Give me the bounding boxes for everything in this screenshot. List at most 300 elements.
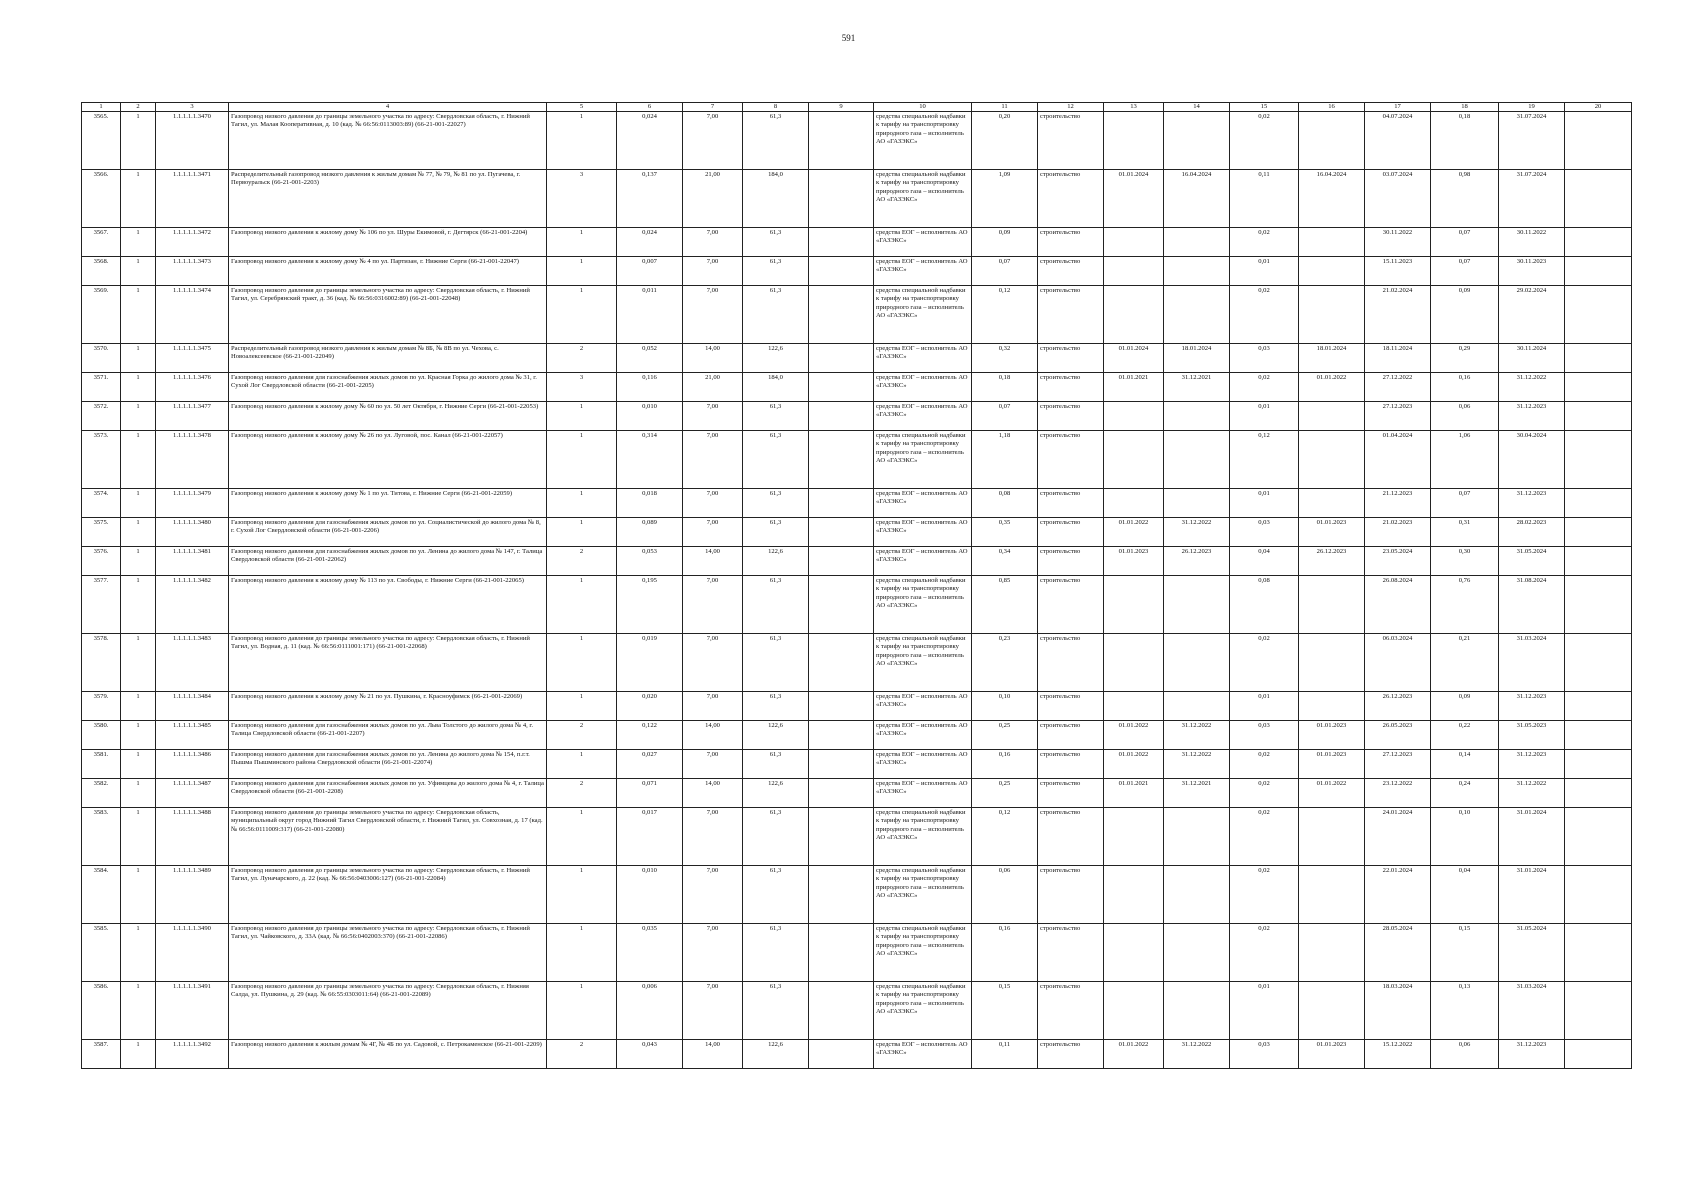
funding-source-cell: средства специальной надбавки к тарифу на транспортировку природного газа – исполнитель АО «ГАЗЭКС» (874, 170, 972, 228)
field-15-cell: 0,01 (1230, 402, 1299, 431)
end-date-cell: 31.12.2022 (1164, 750, 1230, 779)
length-value-cell: 0,007 (617, 257, 683, 286)
diameter-value-cell: 7,00 (683, 518, 743, 547)
cost-value-cell: 0,85 (972, 576, 1038, 634)
object-code-cell: 1.1.1.1.1.3491 (156, 982, 229, 1040)
field-8-cell: 122,6 (743, 344, 809, 373)
column-header-16: 16 (1299, 103, 1365, 112)
field-8-cell: 61,3 (743, 576, 809, 634)
cost-value-cell: 0,11 (972, 1040, 1038, 1069)
object-description-cell: Газопровод низкого давления к жилому дому № 106 по ул. Шуры Екимовой, г. Дегтярск (66-21-001-2204) (229, 228, 547, 257)
field-15-cell: 0,01 (1230, 257, 1299, 286)
field-15-cell: 0,02 (1230, 866, 1299, 924)
field-20-cell (1565, 112, 1632, 170)
deadline-date-cell: 29.02.2024 (1499, 286, 1565, 344)
field-18-cell: 0,76 (1431, 576, 1499, 634)
funding-source-cell: средства специальной надбавки к тарифу на транспортировку природного газа – исполнитель АО «ГАЗЭКС» (874, 866, 972, 924)
field-8-cell: 61,3 (743, 402, 809, 431)
start-date-cell (1104, 228, 1164, 257)
end-date-cell: 31.12.2022 (1164, 518, 1230, 547)
field-20-cell (1565, 924, 1632, 982)
field-5-cell: 2 (547, 547, 617, 576)
object-description-cell: Газопровод низкого давления к жилому дому № 26 по ул. Луговой, пос. Канал (66-21-001-22057) (229, 431, 547, 489)
field-8-cell: 122,6 (743, 1040, 809, 1069)
field-18-cell: 0,09 (1431, 286, 1499, 344)
completion-date-cell: 18.03.2024 (1365, 982, 1431, 1040)
row-number-cell: 3565. (82, 112, 121, 170)
object-description-cell: Газопровод низкого давления к жилому дому № 1 по ул. Титова, г. Нижние Серги (66-21-001-22059) (229, 489, 547, 518)
row-number-cell: 3576. (82, 547, 121, 576)
field-8-cell: 61,3 (743, 634, 809, 692)
field-20-cell (1565, 1040, 1632, 1069)
start-date-cell: 01.01.2022 (1104, 750, 1164, 779)
field-8-cell: 61,3 (743, 692, 809, 721)
cost-value-cell: 0,23 (972, 634, 1038, 692)
deadline-date-cell: 30.04.2024 (1499, 431, 1565, 489)
object-description-cell: Газопровод низкого давления до границы земельного участка по адресу: Свердловская область, г. Нижний Тагил, ул. Чайковского, д. 33А (кад. № 66:56:0402003:370) (66-21-001-22086) (229, 924, 547, 982)
work-type-cell: строительство (1038, 286, 1104, 344)
field-15-cell: 0,03 (1230, 518, 1299, 547)
field-5-cell: 2 (547, 779, 617, 808)
diameter-value-cell: 14,00 (683, 1040, 743, 1069)
object-code-cell: 1.1.1.1.1.3482 (156, 576, 229, 634)
cost-value-cell: 0,10 (972, 692, 1038, 721)
table-row (82, 808, 1632, 866)
start-date-cell (1104, 402, 1164, 431)
diameter-value-cell: 7,00 (683, 634, 743, 692)
work-type-cell: строительство (1038, 257, 1104, 286)
field-9-cell (809, 779, 874, 808)
end-date-cell: 26.12.2023 (1164, 547, 1230, 576)
field-5-cell: 1 (547, 257, 617, 286)
object-description-cell: Газопровод низкого давления к жилому дому № 4 по ул. Партизан, г. Нижние Серги (66-21-001-22047) (229, 257, 547, 286)
completion-date-cell: 26.05.2023 (1365, 721, 1431, 750)
length-value-cell: 0,019 (617, 634, 683, 692)
object-code-cell: 1.1.1.1.1.3472 (156, 228, 229, 257)
funding-source-cell: средства ЕОГ – исполнитель АО «ГАЗЭКС» (874, 547, 972, 576)
length-value-cell: 0,053 (617, 547, 683, 576)
field-2-cell: 1 (121, 112, 156, 170)
length-value-cell: 0,122 (617, 721, 683, 750)
row-number-cell: 3577. (82, 576, 121, 634)
field-16-cell (1299, 489, 1365, 518)
object-description-cell: Газопровод низкого давления до границы земельного участка по адресу: Свердловская область, г. Нижний Тагил, ул. Водная, д. 11 (кад. № 66:56:0111001:171) (66-21-001-22068) (229, 634, 547, 692)
object-description-cell: Распределительный газопровод низкого давления к жилым домам № 8Б, № 8В по ул. Чехова, с. Новоалексеевское (66-21-001-22049) (229, 344, 547, 373)
field-20-cell (1565, 982, 1632, 1040)
object-code-cell: 1.1.1.1.1.3488 (156, 808, 229, 866)
deadline-date-cell: 31.12.2023 (1499, 692, 1565, 721)
object-description-cell: Газопровод низкого давления до границы земельного участка по адресу: Свердловская область, г. Нижний Тагил, ул. Малая Кооперативная, д. 10 (кад. № 66:56:0113003:89) (66-21-001-22027) (229, 112, 547, 170)
cost-value-cell: 0,07 (972, 402, 1038, 431)
table-row (82, 431, 1632, 489)
row-number-cell: 3575. (82, 518, 121, 547)
cost-value-cell: 0,34 (972, 547, 1038, 576)
funding-source-cell: средства ЕОГ – исполнитель АО «ГАЗЭКС» (874, 228, 972, 257)
field-2-cell: 1 (121, 547, 156, 576)
work-type-cell: строительство (1038, 228, 1104, 257)
column-header-15: 15 (1230, 103, 1299, 112)
end-date-cell (1164, 808, 1230, 866)
length-value-cell: 0,010 (617, 866, 683, 924)
field-5-cell: 1 (547, 228, 617, 257)
field-8-cell: 184,0 (743, 170, 809, 228)
row-number-cell: 3566. (82, 170, 121, 228)
deadline-date-cell: 31.01.2024 (1499, 808, 1565, 866)
end-date-cell (1164, 286, 1230, 344)
field-16-cell (1299, 112, 1365, 170)
row-number-cell: 3578. (82, 634, 121, 692)
length-value-cell: 0,024 (617, 228, 683, 257)
table-row (82, 634, 1632, 692)
table-row (82, 518, 1632, 547)
diameter-value-cell: 7,00 (683, 257, 743, 286)
field-8-cell: 61,3 (743, 518, 809, 547)
funding-source-cell: средства ЕОГ – исполнитель АО «ГАЗЭКС» (874, 402, 972, 431)
end-date-cell (1164, 982, 1230, 1040)
field-15-cell: 0,02 (1230, 750, 1299, 779)
start-date-cell: 01.01.2022 (1104, 518, 1164, 547)
completion-date-cell: 26.12.2023 (1365, 692, 1431, 721)
field-9-cell (809, 373, 874, 402)
field-8-cell: 61,3 (743, 750, 809, 779)
row-number-cell: 3574. (82, 489, 121, 518)
field-16-cell (1299, 866, 1365, 924)
field-16-cell (1299, 808, 1365, 866)
field-16-cell: 18.01.2024 (1299, 344, 1365, 373)
diameter-value-cell: 14,00 (683, 779, 743, 808)
field-8-cell: 61,3 (743, 924, 809, 982)
completion-date-cell: 22.01.2024 (1365, 866, 1431, 924)
diameter-value-cell: 7,00 (683, 924, 743, 982)
field-9-cell (809, 402, 874, 431)
diameter-value-cell: 7,00 (683, 402, 743, 431)
object-description-cell: Газопровод низкого давления до границы земельного участка по адресу: Свердловская область, г. Нижний Тагил, ул. Серебрянский тракт, д. 36 (кад. № 66:56:0316002:89) (66-21-001-22048) (229, 286, 547, 344)
column-header-11: 11 (972, 103, 1038, 112)
length-value-cell: 0,089 (617, 518, 683, 547)
field-18-cell: 0,10 (1431, 808, 1499, 866)
field-16-cell (1299, 431, 1365, 489)
start-date-cell: 01.01.2023 (1104, 547, 1164, 576)
work-type-cell: строительство (1038, 170, 1104, 228)
field-5-cell: 3 (547, 170, 617, 228)
field-16-cell (1299, 634, 1365, 692)
diameter-value-cell: 7,00 (683, 228, 743, 257)
object-code-cell: 1.1.1.1.1.3492 (156, 1040, 229, 1069)
end-date-cell: 31.12.2021 (1164, 373, 1230, 402)
table-row (82, 866, 1632, 924)
field-15-cell: 0,03 (1230, 344, 1299, 373)
field-5-cell: 1 (547, 402, 617, 431)
start-date-cell: 01.01.2022 (1104, 1040, 1164, 1069)
column-header-19: 19 (1499, 103, 1565, 112)
field-18-cell: 0,06 (1431, 402, 1499, 431)
field-16-cell (1299, 257, 1365, 286)
row-number-cell: 3586. (82, 982, 121, 1040)
field-5-cell: 1 (547, 982, 617, 1040)
row-number-cell: 3587. (82, 1040, 121, 1069)
row-number-cell: 3580. (82, 721, 121, 750)
row-number-cell: 3572. (82, 402, 121, 431)
cost-value-cell: 0,16 (972, 750, 1038, 779)
field-5-cell: 2 (547, 1040, 617, 1069)
length-value-cell: 0,006 (617, 982, 683, 1040)
object-description-cell: Газопровод низкого давления до границы земельного участка по адресу: Свердловская область, муниципальный округ город Нижний Тагил Свердловской области, г. Нижний Тагил, ул. Совхозная, д. 17 (кад. № 66:56:0111009:317) (66-21-001-22080) (229, 808, 547, 866)
field-16-cell: 01.01.2023 (1299, 750, 1365, 779)
table-row (82, 170, 1632, 228)
cost-value-cell: 0,12 (972, 808, 1038, 866)
start-date-cell (1104, 866, 1164, 924)
object-description-cell: Газопровод низкого давления для газоснабжения жилых домов по ул. Ленина до жилого дома № 154, п.г.т. Пышма Пышминского района Свердловской области (66-21-001-22074) (229, 750, 547, 779)
field-20-cell (1565, 431, 1632, 489)
field-16-cell (1299, 924, 1365, 982)
object-code-cell: 1.1.1.1.1.3477 (156, 402, 229, 431)
field-18-cell: 0,22 (1431, 721, 1499, 750)
field-5-cell: 1 (547, 489, 617, 518)
field-15-cell: 0,01 (1230, 982, 1299, 1040)
end-date-cell: 31.12.2022 (1164, 1040, 1230, 1069)
register-table (81, 102, 1632, 1069)
field-16-cell: 26.12.2023 (1299, 547, 1365, 576)
funding-source-cell: средства ЕОГ – исполнитель АО «ГАЗЭКС» (874, 489, 972, 518)
field-2-cell: 1 (121, 228, 156, 257)
funding-source-cell: средства ЕОГ – исполнитель АО «ГАЗЭКС» (874, 518, 972, 547)
end-date-cell (1164, 634, 1230, 692)
deadline-date-cell: 31.07.2024 (1499, 112, 1565, 170)
object-description-cell: Газопровод низкого давления к жилому дому № 21 по ул. Пушкина, г. Красноуфимск (66-21-001-22069) (229, 692, 547, 721)
column-header-8: 8 (743, 103, 809, 112)
work-type-cell: строительство (1038, 373, 1104, 402)
diameter-value-cell: 7,00 (683, 692, 743, 721)
start-date-cell (1104, 982, 1164, 1040)
table-row (82, 257, 1632, 286)
table-row (82, 750, 1632, 779)
row-number-cell: 3573. (82, 431, 121, 489)
field-18-cell: 0,16 (1431, 373, 1499, 402)
field-2-cell: 1 (121, 402, 156, 431)
field-5-cell: 1 (547, 431, 617, 489)
funding-source-cell: средства ЕОГ – исполнитель АО «ГАЗЭКС» (874, 779, 972, 808)
deadline-date-cell: 31.05.2024 (1499, 924, 1565, 982)
field-18-cell: 1,06 (1431, 431, 1499, 489)
field-18-cell: 0,04 (1431, 866, 1499, 924)
field-2-cell: 1 (121, 576, 156, 634)
field-2-cell: 1 (121, 692, 156, 721)
table-row (82, 721, 1632, 750)
length-value-cell: 0,017 (617, 808, 683, 866)
field-9-cell (809, 808, 874, 866)
field-20-cell (1565, 518, 1632, 547)
start-date-cell (1104, 489, 1164, 518)
work-type-cell: строительство (1038, 779, 1104, 808)
deadline-date-cell: 28.02.2023 (1499, 518, 1565, 547)
field-9-cell (809, 692, 874, 721)
object-code-cell: 1.1.1.1.1.3485 (156, 721, 229, 750)
field-18-cell: 0,13 (1431, 982, 1499, 1040)
object-code-cell: 1.1.1.1.1.3486 (156, 750, 229, 779)
cost-value-cell: 0,25 (972, 779, 1038, 808)
row-number-cell: 3570. (82, 344, 121, 373)
work-type-cell: строительство (1038, 431, 1104, 489)
field-2-cell: 1 (121, 286, 156, 344)
field-9-cell (809, 170, 874, 228)
field-2-cell: 1 (121, 170, 156, 228)
end-date-cell: 16.04.2024 (1164, 170, 1230, 228)
work-type-cell: строительство (1038, 750, 1104, 779)
length-value-cell: 0,024 (617, 112, 683, 170)
deadline-date-cell: 30.11.2024 (1499, 344, 1565, 373)
field-2-cell: 1 (121, 373, 156, 402)
funding-source-cell: средства ЕОГ – исполнитель АО «ГАЗЭКС» (874, 257, 972, 286)
field-9-cell (809, 431, 874, 489)
start-date-cell: 01.01.2024 (1104, 344, 1164, 373)
cost-value-cell: 1,09 (972, 170, 1038, 228)
completion-date-cell: 03.07.2024 (1365, 170, 1431, 228)
field-9-cell (809, 866, 874, 924)
row-number-cell: 3571. (82, 373, 121, 402)
completion-date-cell: 18.11.2024 (1365, 344, 1431, 373)
field-8-cell: 61,3 (743, 866, 809, 924)
end-date-cell (1164, 431, 1230, 489)
field-16-cell (1299, 228, 1365, 257)
field-20-cell (1565, 402, 1632, 431)
object-code-cell: 1.1.1.1.1.3484 (156, 692, 229, 721)
field-9-cell (809, 576, 874, 634)
field-18-cell: 0,07 (1431, 489, 1499, 518)
end-date-cell: 31.12.2021 (1164, 779, 1230, 808)
table-row (82, 924, 1632, 982)
deadline-date-cell: 31.08.2024 (1499, 576, 1565, 634)
row-number-cell: 3568. (82, 257, 121, 286)
field-15-cell: 0,02 (1230, 373, 1299, 402)
column-header-2: 2 (121, 103, 156, 112)
field-8-cell: 122,6 (743, 779, 809, 808)
object-description-cell: Распределительный газопровод низкого давления к жилым домам № 77, № 79, № 81 по ул. Пугачева, г. Первоуральск (66-21-001-2203) (229, 170, 547, 228)
field-16-cell: 01.01.2022 (1299, 779, 1365, 808)
field-20-cell (1565, 866, 1632, 924)
field-16-cell: 16.04.2024 (1299, 170, 1365, 228)
funding-source-cell: средства ЕОГ – исполнитель АО «ГАЗЭКС» (874, 1040, 972, 1069)
cost-value-cell: 0,20 (972, 112, 1038, 170)
field-8-cell: 61,3 (743, 982, 809, 1040)
field-15-cell: 0,03 (1230, 1040, 1299, 1069)
table-row (82, 402, 1632, 431)
field-20-cell (1565, 721, 1632, 750)
cost-value-cell: 0,15 (972, 982, 1038, 1040)
field-15-cell: 0,02 (1230, 228, 1299, 257)
field-5-cell: 2 (547, 721, 617, 750)
field-9-cell (809, 721, 874, 750)
cost-value-cell: 0,09 (972, 228, 1038, 257)
funding-source-cell: средства специальной надбавки к тарифу на транспортировку природного газа – исполнитель АО «ГАЗЭКС» (874, 112, 972, 170)
field-5-cell: 1 (547, 808, 617, 866)
funding-source-cell: средства ЕОГ – исполнитель АО «ГАЗЭКС» (874, 373, 972, 402)
field-5-cell: 1 (547, 576, 617, 634)
field-20-cell (1565, 257, 1632, 286)
work-type-cell: строительство (1038, 518, 1104, 547)
deadline-date-cell: 31.05.2024 (1499, 547, 1565, 576)
start-date-cell: 01.01.2024 (1104, 170, 1164, 228)
object-code-cell: 1.1.1.1.1.3474 (156, 286, 229, 344)
table-row (82, 489, 1632, 518)
field-15-cell: 0,02 (1230, 808, 1299, 866)
field-9-cell (809, 518, 874, 547)
cost-value-cell: 0,08 (972, 489, 1038, 518)
field-9-cell (809, 286, 874, 344)
work-type-cell: строительство (1038, 1040, 1104, 1069)
field-16-cell: 01.01.2022 (1299, 373, 1365, 402)
completion-date-cell: 26.08.2024 (1365, 576, 1431, 634)
field-2-cell: 1 (121, 721, 156, 750)
length-value-cell: 0,020 (617, 692, 683, 721)
deadline-date-cell: 31.12.2022 (1499, 779, 1565, 808)
field-18-cell: 0,24 (1431, 779, 1499, 808)
field-15-cell: 0,02 (1230, 112, 1299, 170)
field-8-cell: 61,3 (743, 431, 809, 489)
table-row (82, 286, 1632, 344)
start-date-cell (1104, 286, 1164, 344)
work-type-cell: строительство (1038, 547, 1104, 576)
object-description-cell: Газопровод низкого давления для газоснабжения жилых домов по ул. Льва Толстого до жилого дома № 4, г. Талица Свердловской области (66-21-001-2207) (229, 721, 547, 750)
table-row (82, 692, 1632, 721)
table-row (82, 547, 1632, 576)
object-code-cell: 1.1.1.1.1.3475 (156, 344, 229, 373)
funding-source-cell: средства специальной надбавки к тарифу на транспортировку природного газа – исполнитель АО «ГАЗЭКС» (874, 286, 972, 344)
cost-value-cell: 0,25 (972, 721, 1038, 750)
completion-date-cell: 27.12.2023 (1365, 750, 1431, 779)
object-description-cell: Газопровод низкого давления до границы земельного участка по адресу: Свердловская область, г. Нижняя Салда, ул. Пушкина, д. 29 (кад. № 66:55:0303011:64) (66-21-001-22089) (229, 982, 547, 1040)
field-5-cell: 3 (547, 373, 617, 402)
object-code-cell: 1.1.1.1.1.3480 (156, 518, 229, 547)
column-header-14: 14 (1164, 103, 1230, 112)
field-15-cell: 0,02 (1230, 286, 1299, 344)
field-18-cell: 0,15 (1431, 924, 1499, 982)
field-16-cell (1299, 692, 1365, 721)
field-5-cell: 1 (547, 518, 617, 547)
field-16-cell (1299, 982, 1365, 1040)
start-date-cell (1104, 924, 1164, 982)
field-9-cell (809, 112, 874, 170)
field-15-cell: 0,02 (1230, 779, 1299, 808)
completion-date-cell: 21.12.2023 (1365, 489, 1431, 518)
field-18-cell: 0,07 (1431, 257, 1499, 286)
table-row (82, 344, 1632, 373)
deadline-date-cell: 31.01.2024 (1499, 866, 1565, 924)
work-type-cell: строительство (1038, 112, 1104, 170)
object-description-cell: Газопровод низкого давления к жилому дому № 60 по ул. 50 лет Октября, г. Нижние Серги (66-21-001-22053) (229, 402, 547, 431)
column-header-5: 5 (547, 103, 617, 112)
end-date-cell (1164, 257, 1230, 286)
field-20-cell (1565, 489, 1632, 518)
field-20-cell (1565, 344, 1632, 373)
object-code-cell: 1.1.1.1.1.3487 (156, 779, 229, 808)
header-row (82, 103, 1632, 112)
field-20-cell (1565, 692, 1632, 721)
column-header-20: 20 (1565, 103, 1632, 112)
end-date-cell (1164, 924, 1230, 982)
row-number-cell: 3585. (82, 924, 121, 982)
field-5-cell: 1 (547, 692, 617, 721)
object-description-cell: Газопровод низкого давления к жилым домам № 4Г, № 4Б по ул. Садовой, с. Петрокаменское (66-21-001-2209) (229, 1040, 547, 1069)
deadline-date-cell: 31.12.2023 (1499, 489, 1565, 518)
field-2-cell: 1 (121, 257, 156, 286)
field-8-cell: 61,3 (743, 489, 809, 518)
completion-date-cell: 27.12.2023 (1365, 402, 1431, 431)
deadline-date-cell: 31.03.2024 (1499, 982, 1565, 1040)
field-8-cell: 61,3 (743, 257, 809, 286)
field-18-cell: 0,21 (1431, 634, 1499, 692)
table-row (82, 112, 1632, 170)
diameter-value-cell: 7,00 (683, 576, 743, 634)
